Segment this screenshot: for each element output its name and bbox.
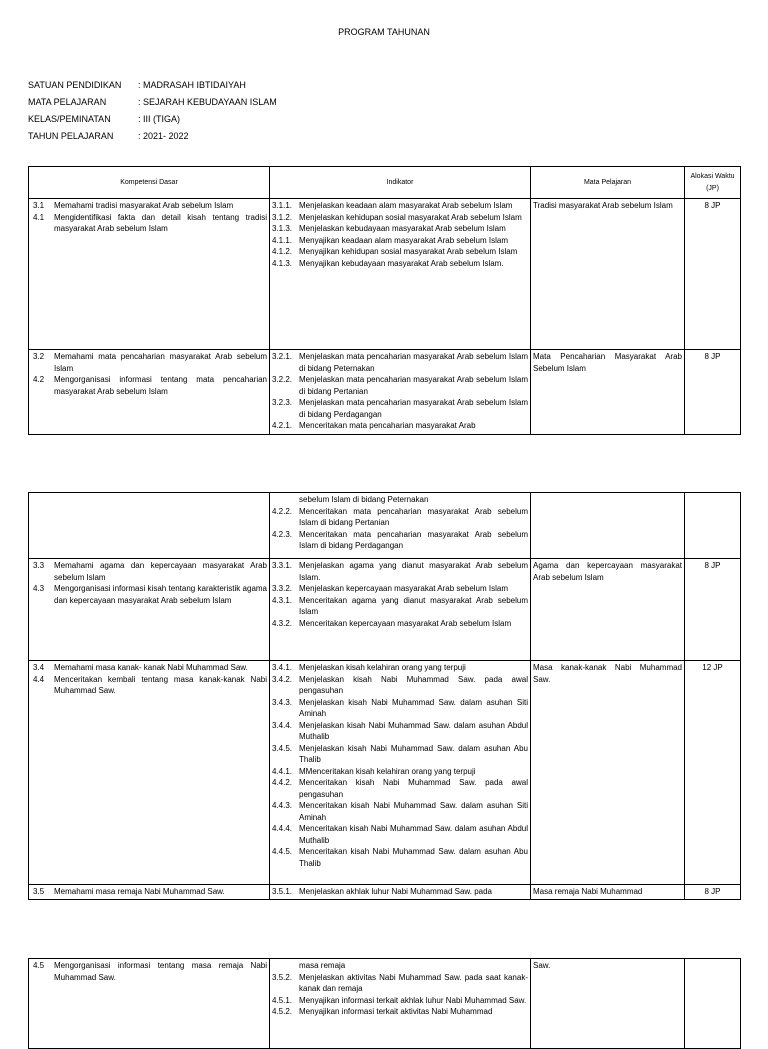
cell-kompetensi-dasar (29, 350, 270, 435)
indicator-item: 4.3.1. Menceritakan agama yang dianut masyarakat Arab sebelum Islam (272, 595, 528, 616)
indicator-item: 4.4.1. MMenceritakan kisah kelahiran orang yang terpuji (272, 766, 476, 776)
indicator-item: 4.1.2. Menyajikan kehidupan sosial masyarakat Arab sebelum Islam (272, 247, 518, 256)
table-row (29, 559, 741, 661)
header-mata-pelajaran: Mata Pelajaran (531, 167, 685, 199)
kd-item: 3.4 Memahami masa kanak- kanak Nabi Muhammad Saw. (33, 663, 248, 672)
meta-value: : 2021- 2022 (138, 131, 189, 141)
meta-row-mapel (28, 96, 277, 113)
kd-item: 3.3 Memahami agama dan kepercayaan masyarakat Arab sebelum Islam (33, 561, 267, 582)
meta-row-kelas (28, 113, 277, 130)
table-row (29, 885, 741, 900)
cell-indikator (270, 959, 531, 1049)
document-title: PROGRAM TAHUNAN (338, 27, 430, 37)
header-indikator: Indikator (270, 167, 531, 199)
indicator-item: 3.3.1. Menjelaskan agama yang dianut masyarakat Arab sebelum Islam. (272, 561, 528, 582)
indicator-item: 3.1.1. Menjelaskan keadaan alam masyarakat Arab sebelum Islam (272, 201, 513, 210)
indicator-item: 4.3.2. Menceritakan kepercayaan masyarakat Arab sebelum Islam (272, 618, 512, 628)
header-alokasi-waktu: Alokasi Waktu (JP) (685, 167, 741, 199)
cell-mata-pelajaran: Mata Pencaharian Masyarakat Arab Sebelum Islam (531, 350, 685, 435)
cell-indikator (270, 493, 531, 559)
cell-indikator (270, 885, 531, 900)
cell-indikator (270, 350, 531, 435)
cell-alokasi-waktu: 8 JP (685, 199, 741, 350)
kd-item: 3.1 Memahami tradisi masyarakat Arab sebelum Islam (33, 201, 234, 210)
indicator-item: 4.1.1. Menyajikan keadaan alam masyarakat Arab sebelum Islam (272, 235, 508, 245)
cell-alokasi-waktu (685, 493, 741, 559)
indicator-continuation: masa remaja (299, 961, 346, 970)
meta-label: KELAS/PEMINATAN (28, 114, 111, 124)
cell-alokasi-waktu: 8 JP (685, 885, 741, 900)
cell-mata-pelajaran (531, 493, 685, 559)
indicator-item: 3.4.4. Menjelaskan kisah Nabi Muhammad Saw. dalam asuhan Abdul Muthalib (272, 720, 528, 741)
meta-row-satuan (28, 79, 277, 96)
kd-item: 4.2 Mengorganisasi informasi tentang mata pencaharian masyarakat Arab sebelum Islam (33, 375, 267, 396)
meta-value: : III (TIGA) (138, 114, 180, 124)
kd-item: 4.3 Mengorganisasi informasi kisah tentang karakteristik agama dan kepercayaan masyarakat Arab sebelum Islam (33, 584, 267, 605)
indicator-item: 3.2.1. Menjelaskan mata pencaharian masyarakat Arab sebelum Islam di bidang Peternakan (272, 352, 528, 373)
table-header-row (29, 167, 741, 199)
table-row (29, 661, 741, 885)
table-row (29, 350, 741, 435)
indicator-item: 3.2.2. Menjelaskan mata pencaharian masyarakat Arab sebelum Islam di bidang Pertanian (272, 375, 528, 396)
document-meta (28, 79, 277, 147)
indicator-item: 4.4.3. Menceritakan kisah Nabi Muhammad Saw. dalam asuhan Siti Aminah (272, 801, 528, 822)
cell-mata-pelajaran: Tradisi masyarakat Arab sebelum Islam (531, 199, 685, 350)
cell-kompetensi-dasar (29, 559, 270, 661)
cell-indikator (270, 199, 531, 350)
meta-value: : MADRASAH IBTIDAIYAH (138, 80, 246, 90)
cell-kompetensi-dasar (29, 959, 270, 1049)
cell-alokasi-waktu (685, 959, 741, 1049)
cell-indikator (270, 559, 531, 661)
indicator-item: 4.2.1. Menceritakan mata pencaharian masyarakat Arab (272, 421, 476, 430)
cell-kompetensi-dasar (29, 199, 270, 350)
indicator-item: 3.5.2. Menjelaskan aktivitas Nabi Muhammad Saw. pada saat kanak-kanak dan remaja (272, 972, 528, 993)
indicator-item: 3.4.5. Menjelaskan kisah Nabi Muhammad Saw. dalam asuhan Abu Thalib (272, 743, 528, 764)
indicator-item: 4.2.2. Menceritakan mata pencaharian masyarakat Arab sebelum Islam di bidang Pertanian (272, 506, 528, 527)
cell-alokasi-waktu: 8 JP (685, 559, 741, 661)
cell-mata-pelajaran: Saw. (531, 959, 685, 1049)
indicator-item: 4.4.2. Menceritakan kisah Nabi Muhammad Saw. pada awal pengasuhan (272, 778, 528, 799)
meta-label: MATA PELAJARAN (28, 97, 107, 107)
indicator-item: 4.2.3. Menceritakan mata pencaharian masyarakat Arab sebelum Islam di bidang Perdagangan (272, 529, 528, 550)
cell-alokasi-waktu: 8 JP (685, 350, 741, 435)
cell-alokasi-waktu: 12 JP (685, 661, 741, 885)
cell-kompetensi-dasar (29, 493, 270, 559)
kd-item: 4.4 Menceritakan kembali tentang masa kanak-kanak Nabi Muhammad Saw. (33, 674, 267, 695)
indicator-continuation: sebelum Islam di bidang Peternakan (299, 495, 429, 504)
cell-kompetensi-dasar (29, 661, 270, 885)
indicator-item: 4.4.4. Menceritakan kisah Nabi Muhammad Saw. dalam asuhan Abdul Muthalib (272, 824, 528, 845)
kd-item: 4.5 Mengorganisasi informasi tentang masa remaja Nabi Muhammad Saw. (33, 961, 267, 982)
meta-label: TAHUN PELAJARAN (28, 131, 114, 141)
kd-item: 3.2 Memahami mata pencaharian masyarakat Arab sebelum Islam (33, 352, 267, 373)
indicator-item: 3.1.3. Menjelaskan kebudayaan masyarakat Arab sebelum Islam (272, 224, 506, 233)
program-table-page-1 (28, 166, 741, 435)
indicator-item: 3.4.1. Menjelaskan kisah kelahiran orang yang terpuji (272, 663, 466, 672)
indicator-item: 3.5.1. Menjelaskan akhlak luhur Nabi Muhammad Saw. pada (272, 887, 492, 896)
cell-mata-pelajaran: Masa remaja Nabi Muhammad (531, 885, 685, 900)
meta-value: : SEJARAH KEBUDAYAAN ISLAM (138, 97, 277, 107)
cell-mata-pelajaran: Agama dan kepercayaan masyarakat Arab sebelum Islam (531, 559, 685, 661)
indicator-item: 4.1.3. Menyajikan kebudayaan masyarakat Arab sebelum Islam. (272, 258, 504, 268)
program-table-page-3 (28, 958, 741, 1049)
kd-item: 4.1 Mengidentifikasi fakta dan detail kisah tentang tradisi masyarakat Arab sebelum Islam (33, 212, 267, 233)
indicator-item: 3.4.3. Menjelaskan kisah Nabi Muhammad Saw. dalam asuhan Siti Aminah (272, 697, 528, 718)
table-row (29, 199, 741, 350)
meta-row-tahun (28, 130, 277, 147)
table-row (29, 959, 741, 1049)
cell-indikator (270, 661, 531, 885)
kd-item: 3.5 Memahami masa remaja Nabi Muhammad Saw. (33, 887, 225, 896)
indicator-item: 4.4.5. Menceritakan kisah Nabi Muhammad Saw. dalam asuhan Abu Thalib (272, 847, 528, 868)
table-row-continued (29, 493, 741, 559)
meta-label: SATUAN PENDIDIKAN (28, 80, 122, 90)
cell-mata-pelajaran: Masa kanak-kanak Nabi Muhammad Saw. (531, 661, 685, 885)
indicator-item: 3.2.3. Menjelaskan mata pencaharian masyarakat Arab sebelum Islam di bidang Perdagangan (272, 398, 528, 419)
indicator-item: 4.5.2. Menyajikan informasi terkait aktivitas Nabi Muhammad (272, 1007, 493, 1016)
indicator-item: 3.4.2. Menjelaskan kisah Nabi Muhammad Saw. pada awal pengasuhan (272, 674, 528, 695)
indicator-item: 4.5.1. Menyajikan informasi terkait akhlak luhur Nabi Muhammad Saw. (272, 995, 527, 1005)
cell-kompetensi-dasar (29, 885, 270, 900)
indicator-item: 3.3.2. Menjelaskan kepercayaan masyarakat Arab sebelum Islam (272, 584, 508, 593)
header-kompetensi-dasar: Kompetensi Dasar (29, 167, 270, 199)
indicator-item: 3.1.2. Menjelaskan kehidupan sosial masyarakat Arab sebelum Islam (272, 212, 522, 222)
program-table-page-2 (28, 492, 741, 900)
